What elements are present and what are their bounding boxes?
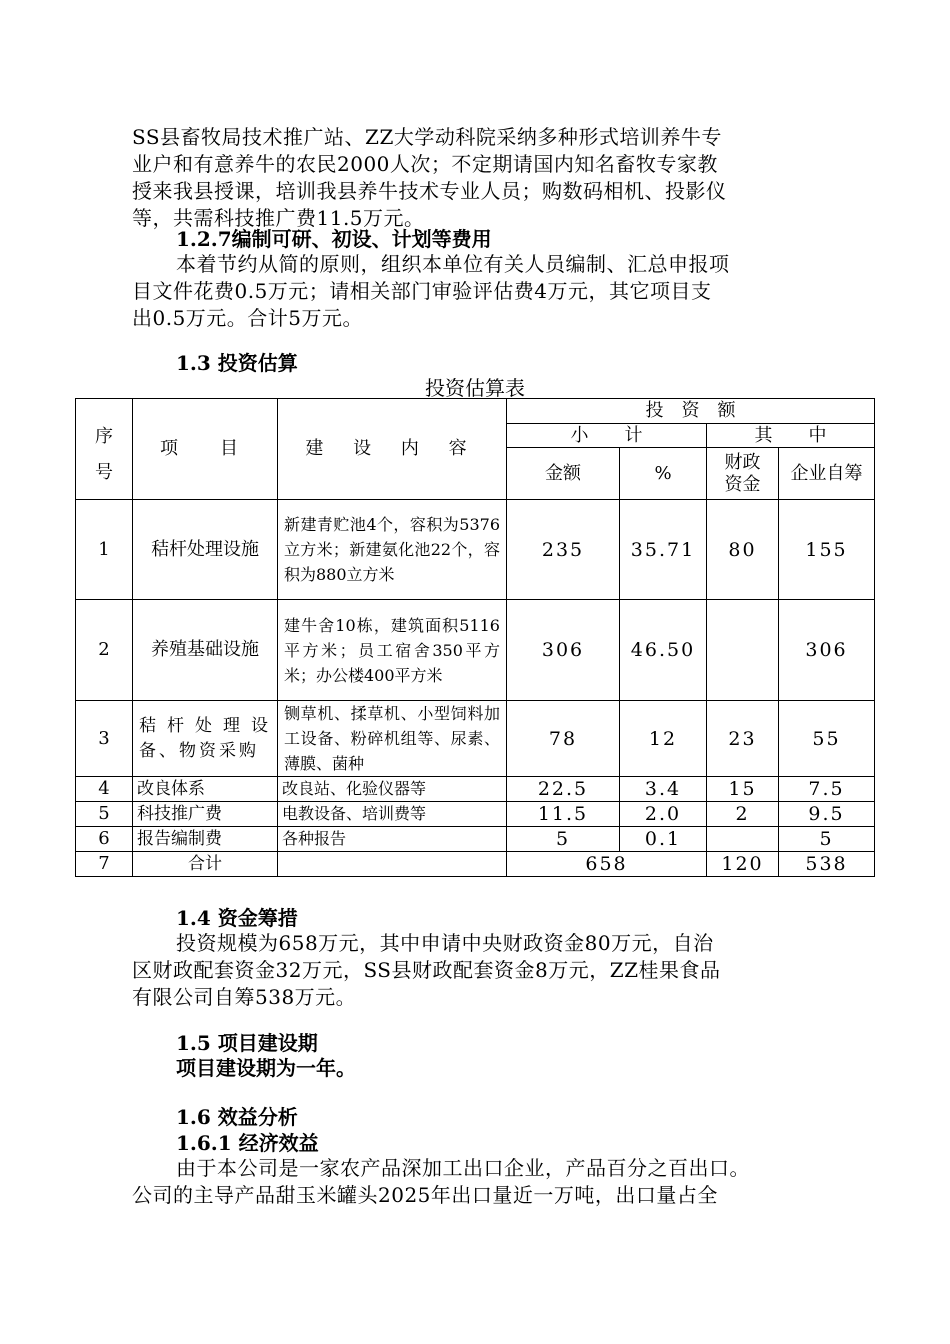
cell-no: 6 <box>76 827 133 852</box>
table-row <box>76 802 875 827</box>
section-heading-1-2-7: 1.2.7编制可研、初设、计划等费用 <box>176 227 492 251</box>
text-line: 出0.5万元。合计5万元。 <box>132 306 364 330</box>
header-gov-funds: 财政资金 <box>707 448 779 500</box>
header-seq-top: 序 <box>76 399 133 448</box>
cell-content: 电教设备、培训费等 <box>278 802 507 827</box>
header-investment: 投 资 额 <box>507 399 875 424</box>
cell-item: 改良体系 <box>133 777 278 802</box>
cell-no: 1 <box>76 500 133 600</box>
header-content: 建 设 内 容 <box>278 399 507 500</box>
cell-gov: 15 <box>707 777 779 802</box>
cell-gov: 80 <box>707 500 779 600</box>
cell-content: 改良站、化验仪器等 <box>278 777 507 802</box>
paragraph-1-6-1 <box>132 1155 832 1209</box>
table-total-row <box>76 852 875 877</box>
header-seq-bottom: 号 <box>76 448 133 500</box>
header-self-raised: 企业自筹 <box>779 448 875 500</box>
cell-amount: 22.5 <box>507 777 620 802</box>
header-amount: 金额 <box>507 448 620 500</box>
cell-self: 9.5 <box>779 802 875 827</box>
table-caption: 投资估算表 <box>425 376 525 400</box>
table-row <box>76 701 875 777</box>
investment-table <box>75 398 875 877</box>
cell-self: 5 <box>779 827 875 852</box>
cell-content: 各种报告 <box>278 827 507 852</box>
cell-no: 5 <box>76 802 133 827</box>
paragraph-1-4 <box>132 930 832 1011</box>
text-line: 业户和有意养牛的农民2000人次；不定期请国内知名畜牧专家教 <box>132 152 718 176</box>
cell-self: 155 <box>779 500 875 600</box>
table-header-row <box>76 399 875 424</box>
cell-percent: 0.1 <box>620 827 707 852</box>
cell-gov <box>707 600 779 701</box>
table-row <box>76 777 875 802</box>
cell-percent: 12 <box>620 701 707 777</box>
section-heading-1-4: 1.4 资金筹措 <box>176 906 298 930</box>
cell-self: 7.5 <box>779 777 875 802</box>
cell-no: 3 <box>76 701 133 777</box>
cell-item: 秸杆处理设备、物资采购 <box>133 701 278 777</box>
header-subtotal: 小 计 <box>507 424 707 448</box>
cell-item: 养殖基础设施 <box>133 600 278 701</box>
text-line: 区财政配套资金32万元，SS县财政配套资金8万元，ZZ桂果食品 <box>132 958 721 982</box>
text-line: 有限公司自筹538万元。 <box>132 985 357 1009</box>
cell-percent: 35.71 <box>620 500 707 600</box>
text-line: 等，共需科技推广费11.5万元。 <box>132 206 425 230</box>
cell-total-gov: 120 <box>707 852 779 877</box>
cell-no: 2 <box>76 600 133 701</box>
cell-total-amount: 658 <box>507 852 707 877</box>
header-percent: % <box>620 448 707 500</box>
cell-gov <box>707 827 779 852</box>
cell-gov: 23 <box>707 701 779 777</box>
cell-no: 4 <box>76 777 133 802</box>
text-line: 目文件花费0.5万元；请相关部门审验评估费4万元，其它项目支 <box>132 279 712 303</box>
text-line: 投资规模为658万元，其中申请中央财政资金80万元，自治 <box>176 931 714 955</box>
section-heading-1-3: 1.3 投资估算 <box>176 351 298 375</box>
text-line: 由于本公司是一家农产品深加工出口企业，产品百分之百出口。 <box>176 1156 750 1180</box>
table-row <box>76 500 875 600</box>
text-line: 本着节约从简的原则，组织本单位有关人员编制、汇总申报项 <box>176 252 730 276</box>
header-item: 项 目 <box>133 399 278 500</box>
cell-item: 报告编制费 <box>133 827 278 852</box>
cell-content-empty <box>278 852 507 877</box>
cell-content: 铡草机、揉草机、小型饲料加工设备、粉碎机组等、尿素、薄膜、菌种 <box>278 701 507 777</box>
text-line: 授来我县授课，培训我县养牛技术专业人员；购数码相机、投影仪 <box>132 179 727 203</box>
cell-content: 新建青贮池4个，容积为5376 立方米；新建氨化池22个，容积为880立方米 <box>278 500 507 600</box>
paragraph-1-2-7 <box>132 251 832 332</box>
section-1-5-body: 项目建设期为一年。 <box>176 1056 356 1080</box>
cell-item: 合计 <box>133 852 278 877</box>
cell-percent: 3.4 <box>620 777 707 802</box>
cell-total-self: 538 <box>779 852 875 877</box>
cell-item: 秸杆处理设施 <box>133 500 278 600</box>
cell-content: 建牛舍10栋，建筑面积5116平方米；员工宿舍350平方米；办公楼400平方米 <box>278 600 507 701</box>
cell-gov: 2 <box>707 802 779 827</box>
text-line: 公司的主导产品甜玉米罐头2025年出口量近一万吨，出口量占全 <box>132 1183 718 1207</box>
cell-percent: 2.0 <box>620 802 707 827</box>
intro-paragraph <box>132 124 832 232</box>
section-heading-1-5: 1.5 项目建设期 <box>176 1031 318 1055</box>
cell-amount: 306 <box>507 600 620 701</box>
cell-amount: 235 <box>507 500 620 600</box>
table-row <box>76 600 875 701</box>
cell-no: 7 <box>76 852 133 877</box>
table-row <box>76 827 875 852</box>
section-heading-1-6-1: 1.6.1 经济效益 <box>176 1131 319 1155</box>
cell-item: 科技推广费 <box>133 802 278 827</box>
cell-amount: 11.5 <box>507 802 620 827</box>
cell-amount: 78 <box>507 701 620 777</box>
cell-amount: 5 <box>507 827 620 852</box>
cell-self: 55 <box>779 701 875 777</box>
text-line: SS县畜牧局技术推广站、ZZ大学动科院采纳多种形式培训养牛专 <box>132 125 722 149</box>
cell-self: 306 <box>779 600 875 701</box>
cell-percent: 46.50 <box>620 600 707 701</box>
section-heading-1-6: 1.6 效益分析 <box>176 1105 298 1129</box>
header-among: 其 中 <box>707 424 875 448</box>
